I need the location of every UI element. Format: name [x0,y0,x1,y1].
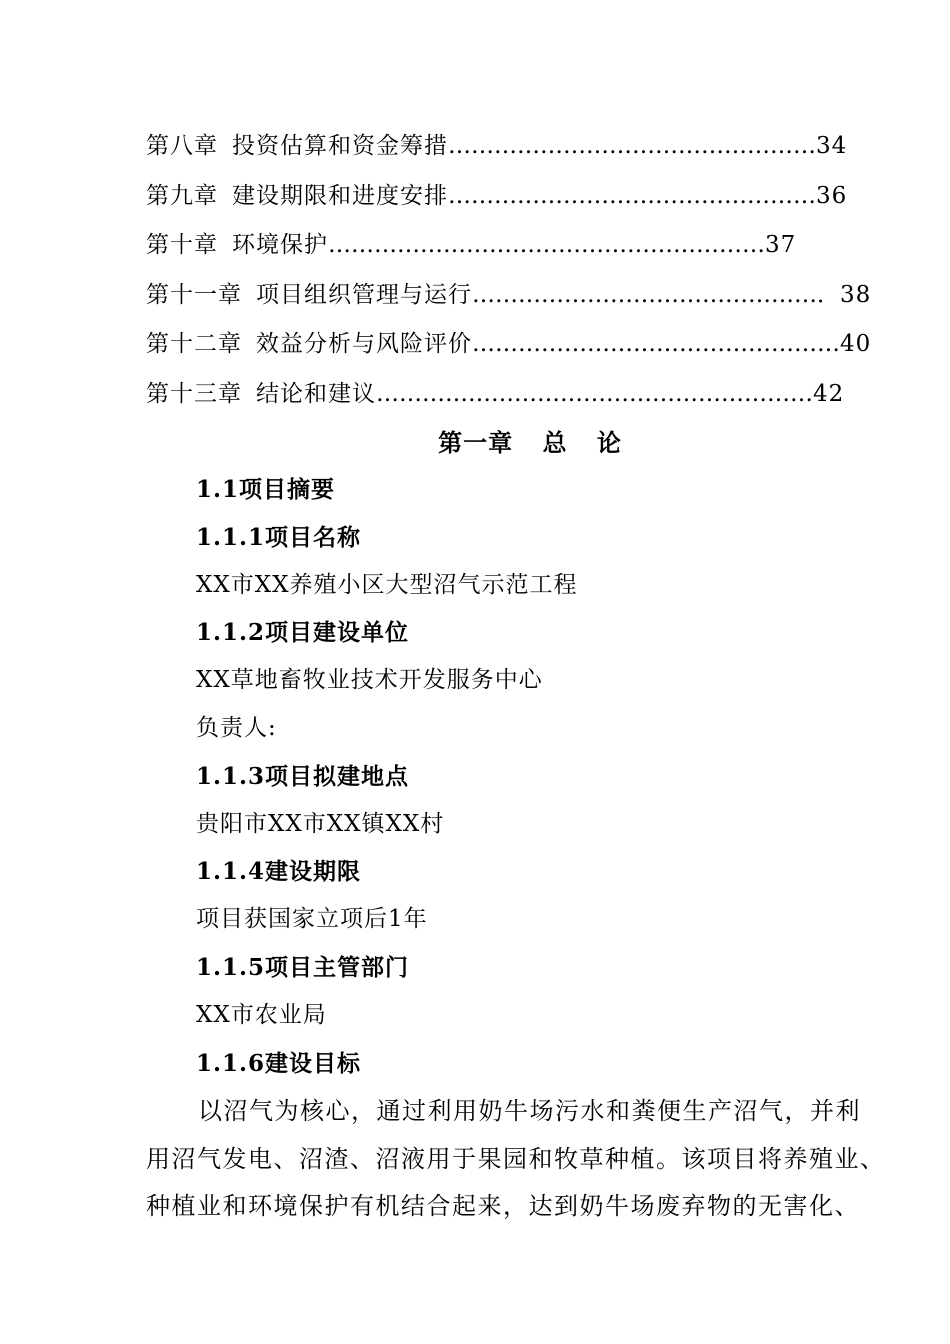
toc-entry[interactable] [146,221,846,271]
toc-entry[interactable] [146,122,846,172]
section-heading: 1.1.1项目名称 [196,523,362,551]
toc-entry[interactable] [146,172,846,222]
toc-page: 42 [813,380,845,407]
chapter-heading: 第一章 总 论 [438,428,622,457]
section-heading: 1.1.2项目建设单位 [196,619,410,647]
table-of-contents [146,122,872,420]
toc-chapter: 第十一章 [146,281,242,308]
toc-leader: ………………………………………… [472,331,840,358]
toc-title: 效益分析与风险评价 [256,331,472,358]
toc-title: 结论和建议 [256,380,376,407]
toc-title: 环境保护 [232,232,328,259]
section-text: XX草地畜牧业技术开发服务中心 [196,667,543,694]
section-text: 负责人: [196,714,277,741]
section-text: 项目获国家立项后1年 [196,906,428,933]
chapter-content [196,466,896,1087]
toc-entry[interactable] [146,320,872,370]
toc-title: 投资估算和资金筹措 [232,133,448,159]
toc-leader: ………………………………………… [448,182,816,209]
toc-page: 37 [765,232,797,259]
toc-chapter: 第九章 [146,182,218,209]
toc-page: 34 [816,133,848,159]
toc-chapter: 第十章 [146,232,218,259]
section-heading: 1.1.5项目主管部门 [196,953,410,981]
section-heading: 1.1项目摘要 [196,476,336,503]
toc-leader: ………………………………………………… [328,232,765,259]
section-heading: 1.1.6建设目标 [196,1049,362,1077]
toc-entry[interactable] [146,271,872,321]
toc-leader: ………………………………………… [448,133,816,159]
toc-chapter: 第十三章 [146,380,242,407]
toc-chapter: 第十二章 [146,331,242,358]
toc-leader: ………………………………………． [472,281,840,308]
toc-page: 40 [840,331,872,358]
body-paragraph: 以沼气为核心，通过利用奶牛场污水和粪便生产沼气，并利用沼气发电、沼渣、沼液用于果园和牧草种植。该项目将养殖业、种植业和环境保护有机结合起来，达到奶牛场废弃物的无害化、 [146,1097,886,1220]
toc-page: 38 [840,281,872,308]
toc-page: 36 [816,182,848,209]
section-heading: 1.1.4建设期限 [196,858,362,886]
toc-title: 项目组织管理与运行 [256,281,472,308]
section-text: XX市XX养殖小区大型沼气示范工程 [196,571,578,598]
toc-chapter: 第八章 [146,133,218,159]
toc-leader: ………………………………………………… [376,380,813,407]
section-heading: 1.1.3项目拟建地点 [196,762,410,790]
section-text: 贵阳市XX市XX镇XX村 [196,810,445,837]
toc-entry[interactable] [146,370,846,420]
toc-title: 建设期限和进度安排 [232,182,448,209]
section-text: XX市农业局 [196,1001,327,1028]
